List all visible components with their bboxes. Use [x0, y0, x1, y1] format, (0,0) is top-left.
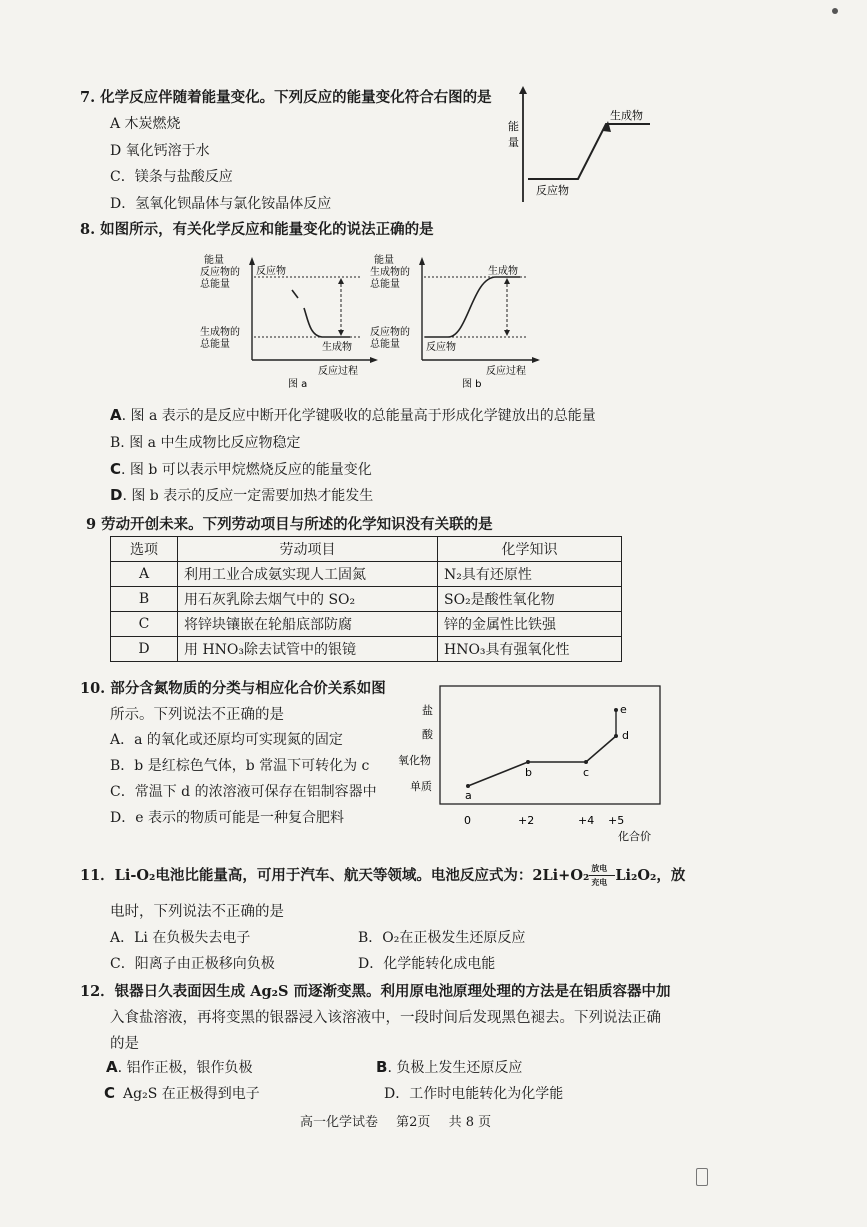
- scan-speck: [832, 8, 838, 14]
- q7-reactant-label: 反应物: [536, 184, 569, 197]
- q7-option-a: A 木炭燃烧: [110, 116, 181, 132]
- q10-ylabel-acid: 酸: [422, 728, 433, 741]
- q12-option-b-text: . 负极上发生还原反应: [387, 1060, 523, 1076]
- table-cell: D: [111, 637, 178, 662]
- q10-stem-1: 10. 部分含氮物质的分类与相应化合价关系如图: [80, 680, 386, 697]
- q10-point-e: e: [620, 703, 627, 716]
- q11-option-c: C．阳离子由正极移向负极: [110, 956, 275, 972]
- q10-xtick-0: 0: [464, 814, 471, 827]
- table-cell: HNO₃具有强氧化性: [438, 637, 622, 662]
- fig-b-end: 生成物: [488, 266, 518, 277]
- table-cell: B: [111, 587, 178, 612]
- table-header: 劳动项目: [178, 537, 438, 562]
- q7-stem: 7. 化学反应伴随着能量变化。下列反应的能量变化符合右图的是: [80, 89, 492, 106]
- fig-b-bottom-label-2: 总能量: [370, 339, 400, 350]
- q8-option-c-mark: C: [110, 460, 122, 478]
- fig-a-bottom-label: 生成物的: [200, 327, 240, 338]
- q8-option-b-mark: B: [110, 435, 121, 451]
- q11-option-b: B．O₂在正极发生还原反应: [358, 930, 526, 946]
- q8-option-b: [110, 432, 300, 452]
- table-header: 化学知识: [438, 537, 622, 562]
- fig-b-xlabel: 反应过程: [486, 366, 526, 377]
- table-cell: 锌的金属性比铁强: [438, 612, 622, 637]
- q10-ylabel-element: 单质: [410, 780, 432, 793]
- q8-figure-b: [370, 253, 540, 390]
- q10-stem-2: 所示。下列说法不正确的是: [110, 707, 284, 723]
- table-cell: 将锌块镶嵌在轮船底部防腐: [178, 612, 438, 637]
- q10-ylabel-salt: 盐: [422, 704, 433, 717]
- table-row: [111, 587, 622, 612]
- q10-option-c: C．常温下 d 的浓溶液可保存在铝制容器中: [110, 784, 377, 800]
- q8-figure-a: [200, 253, 378, 390]
- q12-option-b-mark: B: [376, 1058, 388, 1076]
- table-cell: 用石灰乳除去烟气中的 SO₂: [178, 587, 438, 612]
- q11-arrow-bottom: 充电: [591, 877, 608, 887]
- q12-option-a: [106, 1057, 253, 1077]
- q8-option-b-text: . 图 a 中生成物比反应物稳定: [120, 435, 301, 451]
- q10-point-a: a: [465, 789, 472, 802]
- q7-energy-diagram: [500, 82, 670, 212]
- q10-xlabel: 化合价: [618, 830, 651, 843]
- q10-ylabel-oxide: 氧化物: [398, 754, 431, 767]
- q11-arrow-top: 放电: [591, 863, 608, 873]
- fig-b-start: 反应物: [426, 342, 456, 353]
- fig-a-bottom-label-2: 总能量: [200, 339, 230, 350]
- table-cell: C: [111, 612, 178, 637]
- q8-option-a: [110, 405, 596, 425]
- fig-b-top-label: 生成物的: [370, 267, 410, 278]
- fig-a-xlabel: 反应过程: [318, 366, 358, 377]
- q8-option-c-text: . 图 b 可以表示甲烷燃烧反应的能量变化: [121, 462, 372, 478]
- q11-stem-a: 11．Li-O₂电池比能量高，可用于汽车、航天等领域。电池反应式为：2Li+O₂: [80, 867, 590, 884]
- q10-valence-chart: [390, 682, 680, 850]
- q8-stem: 8. 如图所示，有关化学反应和能量变化的说法正确的是: [80, 221, 434, 238]
- q7-option-c: C．镁条与盐酸反应: [110, 169, 233, 185]
- q12-option-c: [104, 1083, 260, 1103]
- q12-stem-1: 12．银器日久表面因生成 Ag₂S 而逐渐变黑。利用原电池原理处理的方法是在铝质容器中加: [80, 983, 671, 1000]
- q12-option-a-mark: A: [106, 1058, 118, 1076]
- q7-ylabel-2: 量: [508, 136, 519, 149]
- table-row: [111, 562, 622, 587]
- footer-subject: 高一化学试卷: [300, 1115, 379, 1130]
- q11-stem: [80, 864, 685, 885]
- q11-option-a: A．Li 在负极失去电子: [110, 930, 251, 946]
- q12-stem-3: 的是: [110, 1036, 139, 1052]
- fig-b-top-label-2: 总能量: [370, 279, 400, 290]
- q10-xtick-4: +4: [578, 814, 595, 827]
- table-cell: 利用工业合成氨实现人工固氮: [178, 562, 438, 587]
- q7-option-d: D．氢氧化钡晶体与氯化铵晶体反应: [110, 196, 332, 212]
- table-cell: A: [111, 562, 178, 587]
- fig-a-caption: 图 a: [288, 379, 308, 390]
- q11-reaction-arrow: [589, 863, 615, 887]
- q10-point-b: b: [525, 766, 532, 779]
- footer-total: 共 8 页: [448, 1115, 492, 1130]
- q11-stem-b: Li₂O₂，放: [615, 867, 686, 884]
- q10-point-d: d: [622, 729, 629, 742]
- q7-product-label: 生成物: [610, 109, 643, 122]
- table-cell: 用 HNO₃除去试管中的银镜: [178, 637, 438, 662]
- q12-option-c-text: Ag₂S 在正极得到电子: [123, 1086, 260, 1102]
- q8-option-d-mark: D: [110, 486, 123, 504]
- fig-a-top-label-2: 总能量: [200, 279, 230, 290]
- q8-option-a-mark: A: [110, 406, 122, 424]
- q8-figures: [200, 250, 540, 390]
- q10-xtick-5: +5: [608, 814, 625, 827]
- q12-option-b: [376, 1057, 522, 1077]
- q10-option-b: B．b 是红棕色气体，b 常温下可转化为 c: [110, 758, 370, 774]
- q9-table: [110, 536, 622, 662]
- scan-mark: [696, 1168, 708, 1186]
- q10-option-a: A．a 的氧化或还原均可实现氮的固定: [110, 732, 343, 748]
- table-header-row: [111, 537, 622, 562]
- fig-a-end: 生成物: [322, 342, 352, 353]
- footer-page: 第2页: [396, 1115, 431, 1130]
- fig-a-top-label: 反应物的: [200, 267, 240, 278]
- q12-option-a-text: . 铝作正极，银作负极: [117, 1060, 253, 1076]
- footer: [300, 1111, 491, 1130]
- table-header: 选项: [111, 537, 178, 562]
- q10-option-d: D．e 表示的物质可能是一种复合肥料: [110, 810, 344, 826]
- table-row: [111, 612, 622, 637]
- q7-ylabel-1: 能: [508, 120, 519, 133]
- q12-option-d: D．工作时电能转化为化学能: [384, 1086, 564, 1102]
- q8-option-c: [110, 459, 372, 479]
- q11-option-d: D．化学能转化成电能: [358, 956, 496, 972]
- q12-stem-2: 入食盐溶液，再将变黑的银器浸入该溶液中，一段时间后发现黑色褪去。下列说法正确: [110, 1010, 661, 1026]
- q8-option-d: [110, 485, 373, 505]
- q7-option-b: D 氧化钙溶于水: [110, 143, 210, 159]
- q11-stem-2: 电时，下列说法不正确的是: [110, 904, 284, 920]
- q10-point-c: c: [583, 766, 590, 779]
- q12-option-c-mark: C: [104, 1084, 116, 1102]
- q10-xtick-2: +2: [518, 814, 535, 827]
- fig-b-caption: 图 b: [462, 379, 482, 390]
- q9-stem: 9 劳动开创未来。下列劳动项目与所述的化学知识没有关联的是: [86, 516, 493, 533]
- q8-option-a-text: . 图 a 表示的是反应中断开化学键吸收的总能量高于形成化学键放出的总能量: [121, 408, 596, 424]
- q8-option-d-text: . 图 b 表示的反应一定需要加热才能发生: [122, 488, 374, 504]
- table-cell: N₂具有还原性: [438, 562, 622, 587]
- fig-a-ylabel: 能量: [204, 255, 224, 266]
- fig-b-ylabel: 能量: [374, 255, 394, 266]
- fig-b-bottom-label: 反应物的: [370, 327, 410, 338]
- table-cell: SO₂是酸性氧化物: [438, 587, 622, 612]
- table-row: [111, 637, 622, 662]
- fig-a-start: 反应物: [256, 266, 286, 277]
